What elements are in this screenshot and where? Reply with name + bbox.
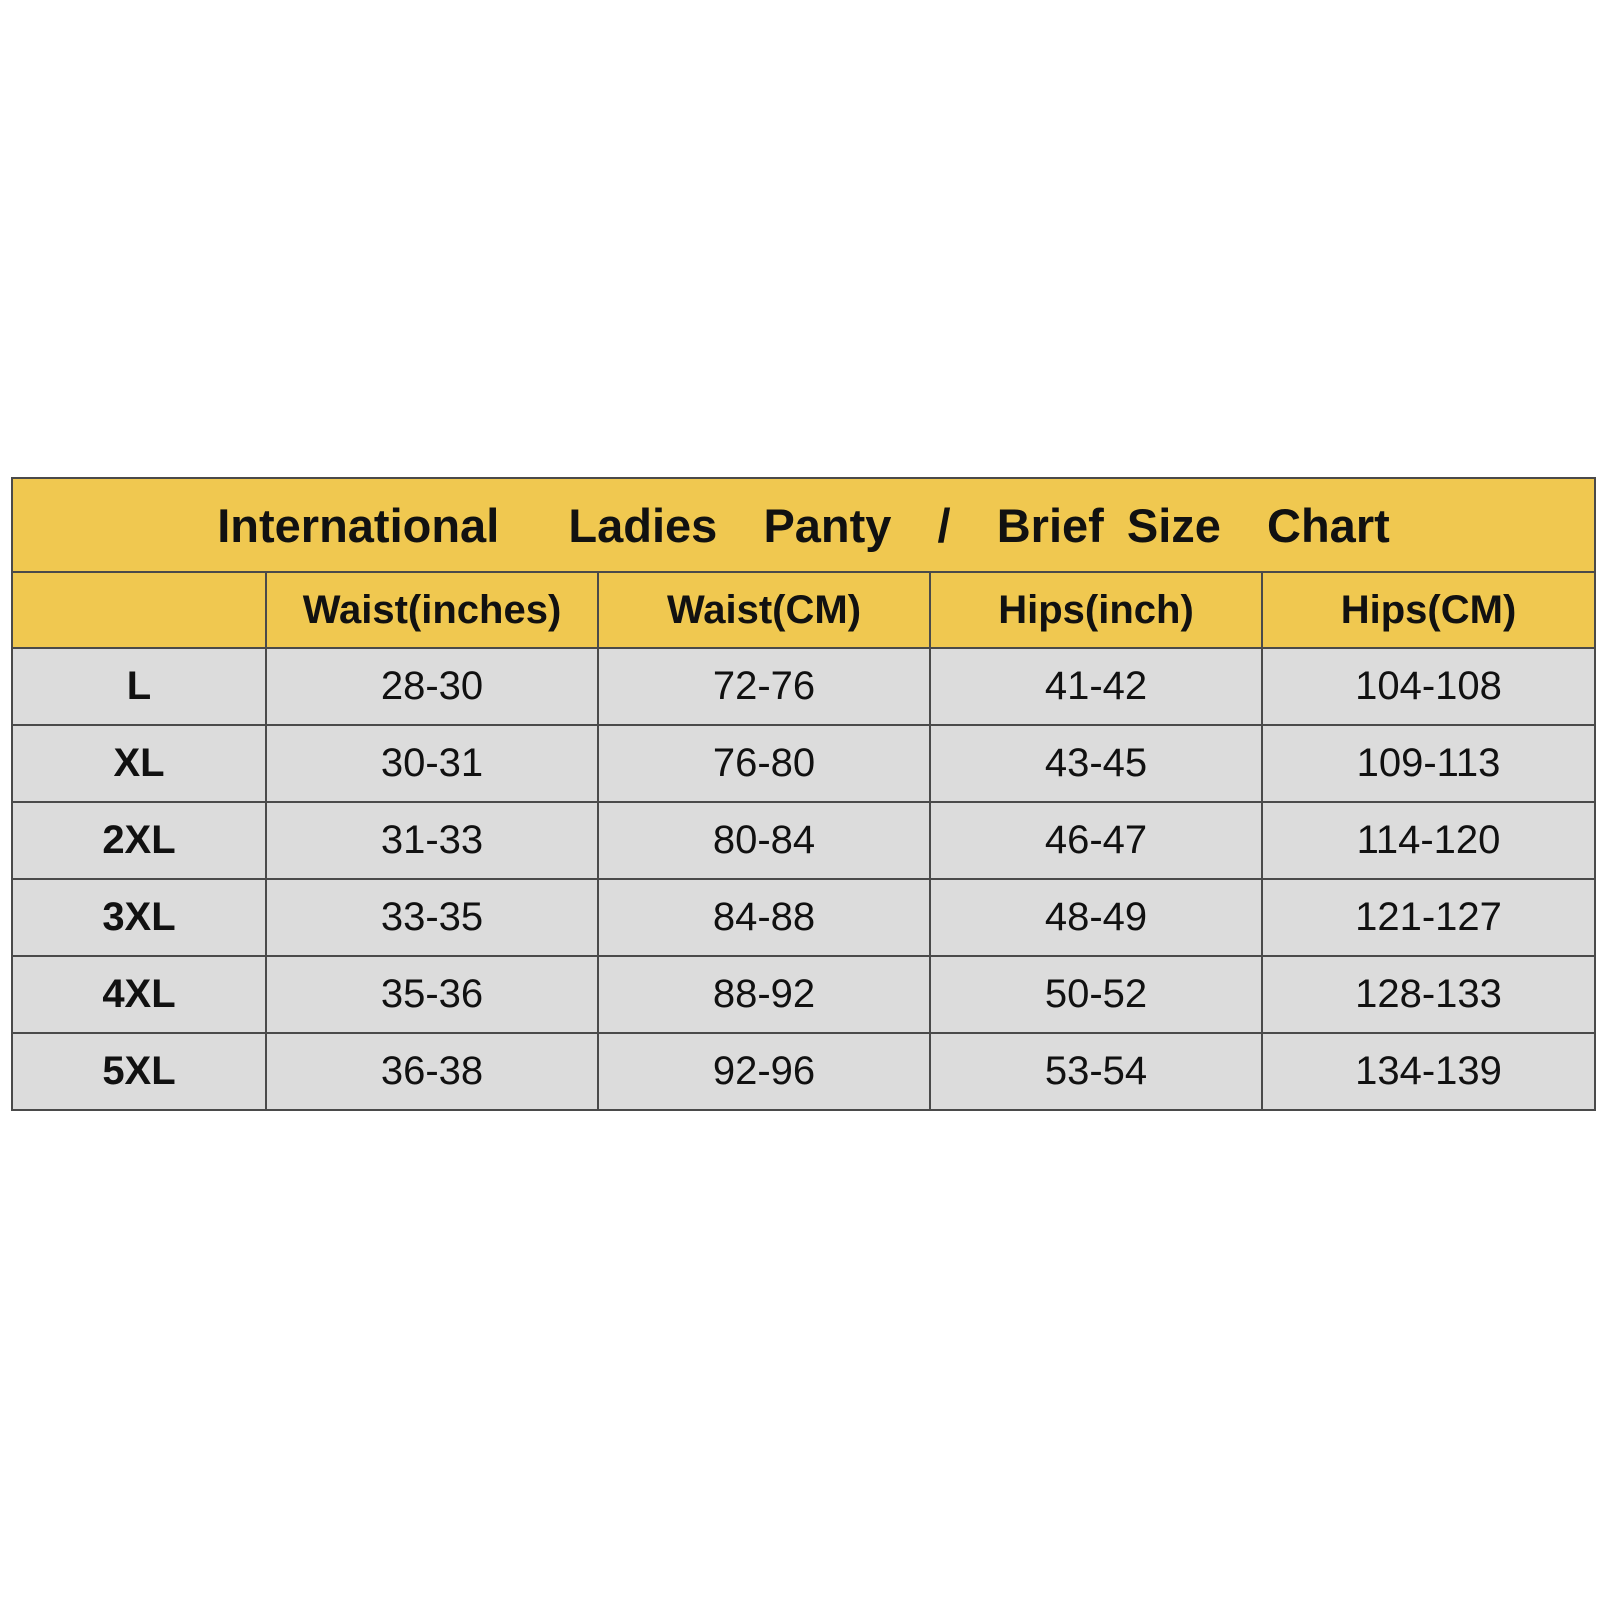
table-row [12, 956, 1595, 1033]
hips-inch-cell: 46-47 [930, 802, 1262, 879]
waist-inches-cell: 28-30 [266, 648, 598, 725]
table-row [12, 1033, 1595, 1110]
hips-inch-cell: 48-49 [930, 879, 1262, 956]
table-row [12, 648, 1595, 725]
size-cell: L [12, 648, 266, 725]
hips-cm-cell: 128-133 [1262, 956, 1595, 1033]
waist-cm-cell: 72-76 [598, 648, 930, 725]
waist-inches-cell: 35-36 [266, 956, 598, 1033]
waist-cm-cell: 80-84 [598, 802, 930, 879]
size-cell: XL [12, 725, 266, 802]
hips-cm-cell: 121-127 [1262, 879, 1595, 956]
waist-inches-cell: 31-33 [266, 802, 598, 879]
column-header-waist-inches: Waist(inches) [266, 572, 598, 648]
hips-cm-cell: 104-108 [1262, 648, 1595, 725]
hips-cm-cell: 109-113 [1262, 725, 1595, 802]
column-header-hips-inch: Hips(inch) [930, 572, 1262, 648]
size-cell: 5XL [12, 1033, 266, 1110]
waist-cm-cell: 92-96 [598, 1033, 930, 1110]
column-header-hips-cm: Hips(CM) [1262, 572, 1595, 648]
table-row [12, 725, 1595, 802]
table-row [12, 802, 1595, 879]
hips-inch-cell: 41-42 [930, 648, 1262, 725]
column-header-waist-cm: Waist(CM) [598, 572, 930, 648]
chart-title: International Ladies Panty / Brief Size Chart [12, 478, 1595, 572]
waist-cm-cell: 84-88 [598, 879, 930, 956]
title-row [12, 478, 1595, 572]
waist-inches-cell: 33-35 [266, 879, 598, 956]
hips-cm-cell: 114-120 [1262, 802, 1595, 879]
waist-cm-cell: 76-80 [598, 725, 930, 802]
waist-inches-cell: 30-31 [266, 725, 598, 802]
table-row [12, 879, 1595, 956]
hips-inch-cell: 50-52 [930, 956, 1262, 1033]
column-header-size [12, 572, 266, 648]
size-cell: 2XL [12, 802, 266, 879]
hips-inch-cell: 53-54 [930, 1033, 1262, 1110]
column-header-row [12, 572, 1595, 648]
hips-cm-cell: 134-139 [1262, 1033, 1595, 1110]
size-chart-table [11, 477, 1596, 1111]
waist-inches-cell: 36-38 [266, 1033, 598, 1110]
size-cell: 4XL [12, 956, 266, 1033]
waist-cm-cell: 88-92 [598, 956, 930, 1033]
hips-inch-cell: 43-45 [930, 725, 1262, 802]
size-cell: 3XL [12, 879, 266, 956]
